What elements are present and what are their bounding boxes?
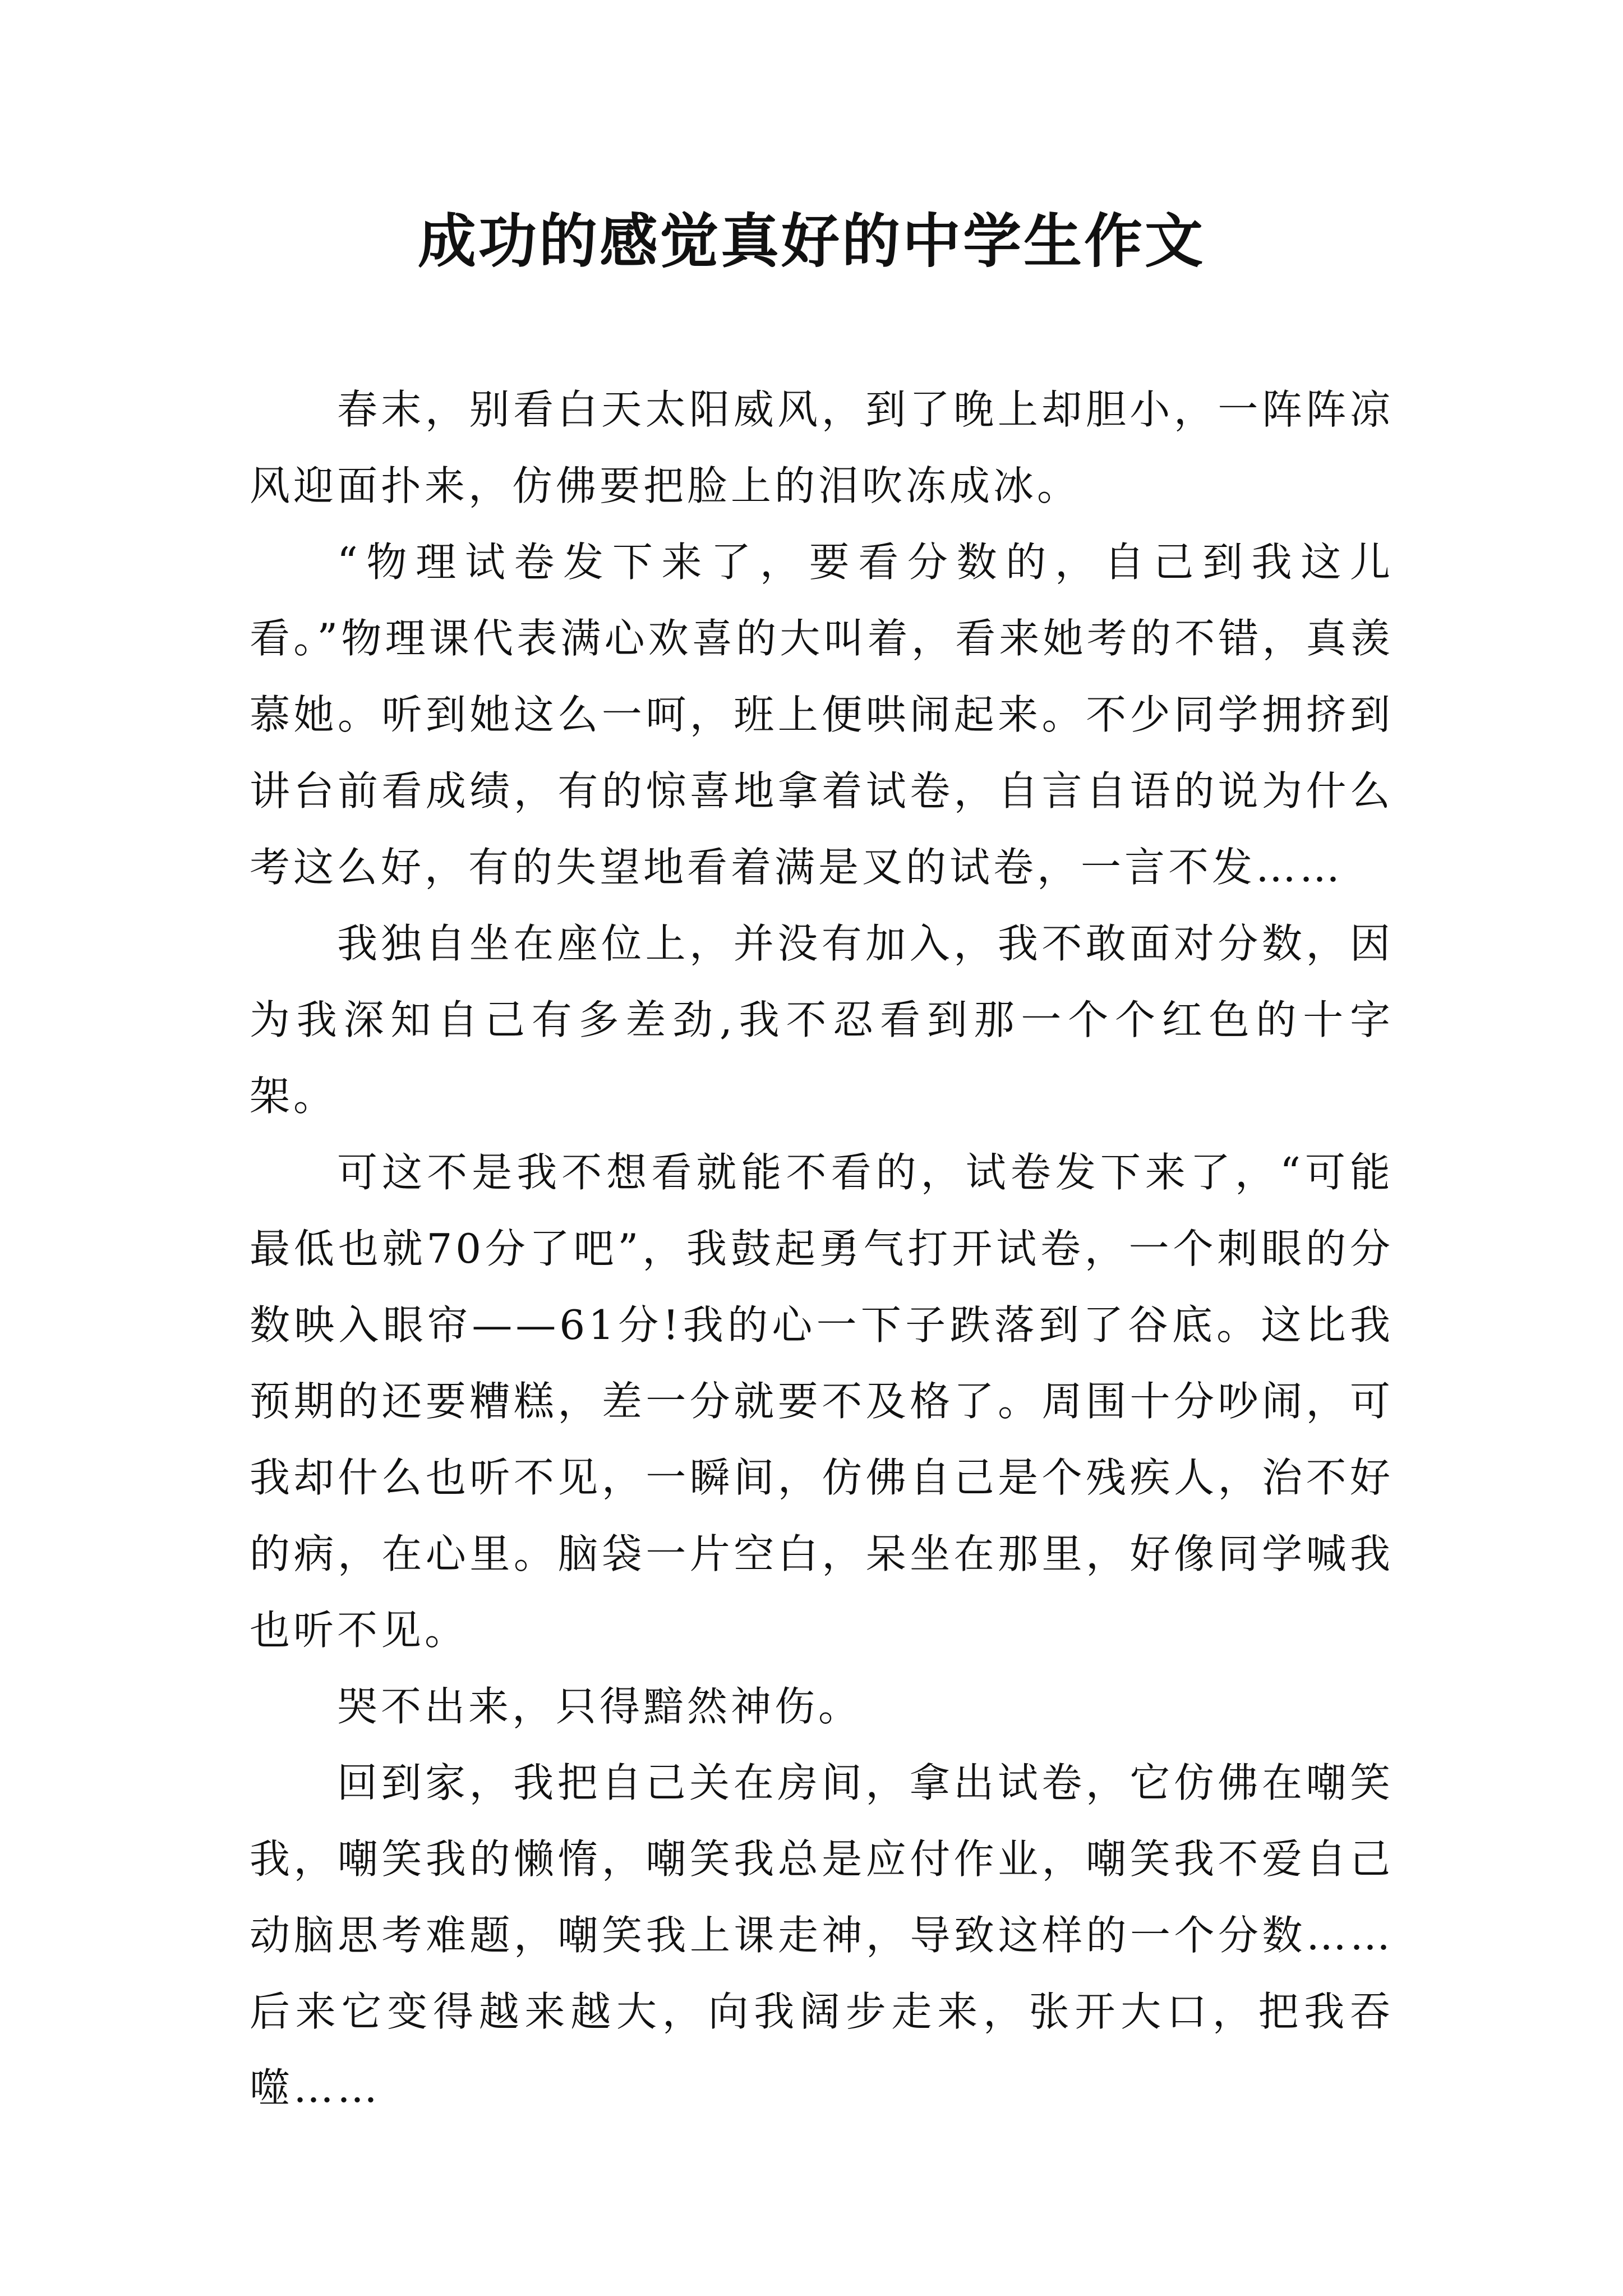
paragraph-5: 哭不出来，只得黯然神伤。 [337,1683,863,1730]
paragraph-4: 可这不是我不想看就能不看的，试卷发下来了，“可能最低也就70分了吧”，我鼓起勇气打开试卷，一个刺眼的分数映入眼帘——61分!我的心一下子跌落到了谷底。这比我预期的还要糟糕，差一分就要不及格了。周围十分吵闹，可我却什么也听不见，一瞬间，仿佛自己是个残疾人，治不好的病，在心里。脑袋一片空白，呆坐在那里，好像同学喊我也听不见。 [250,1149,1394,1654]
essay-body [250,371,1394,2126]
paragraph-3: 我独自坐在座位上，并没有加入，我不敢面对分数，因为我深知自己有多差劲,我不忍看到那一个个红色的十字架。 [250,920,1394,1120]
paragraph-1: 春末，别看白天太阳威风，到了晚上却胆小，一阵阵凉风迎面扑来，仿佛要把脸上的泪吹冻成冰。 [250,386,1394,509]
paragraph-6: 回到家，我把自己关在房间，拿出试卷，它仿佛在嘲笑我，嘲笑我的懒惰，嘲笑我总是应付作业，嘲笑我不爱自己动脑思考难题，嘲笑我上课走神，导致这样的一个分数……后来它变得越来越大，向我阔步走来，张开大口，把我吞噬…… [250,1759,1394,2111]
document-title: 成功的感觉真好的中学生作文 [417,206,1205,275]
paragraph-2: “物理试卷发下来了，要看分数的，自己到我这儿看。”物理课代表满心欢喜的大叫着，看来她考的不错，真羡慕她。听到她这么一呵，班上便哄闹起来。不少同学拥挤到讲台前看成绩，有的惊喜地拿着试卷，自言自语的说为什么考这么好，有的失望地看着满是叉的试卷，一言不发…… [250,539,1394,891]
